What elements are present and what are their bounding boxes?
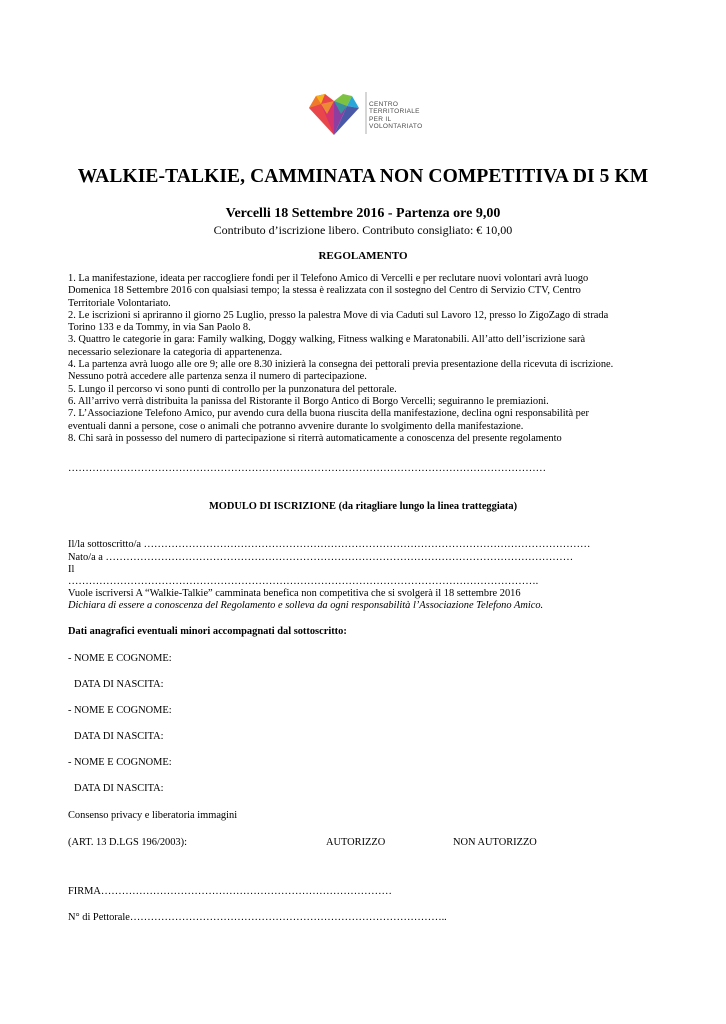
document-title: WALKIE-TALKIE, CAMMINATA NON COMPETITIVA DI 5 KM [77, 166, 649, 187]
sottoscritto-field[interactable]: Il/la sottoscritto/a ………………………………………………………………………………………………………………… [68, 539, 591, 550]
rule-line: 4. La partenza avrà luogo alle ore 9; alle ore 8.30 inizierà la consegna dei pettorali previa presentazione della ricevuta di iscrizione. [68, 359, 614, 371]
cut-line: ………………………………………………………………………………………………………………………… [68, 463, 546, 474]
rule-line: 2. Le iscrizioni si apriranno il giorno 25 Luglio, presso la palestra Move di via Caduti sul Lavoro 12, presso lo ZigoZago di strada [68, 309, 609, 321]
minore-2-nome-field[interactable]: - NOME E COGNOME: [68, 705, 172, 716]
logo-text [369, 101, 422, 131]
rule-line: Nessuno potrà accedere alle partenza senza il numero di partecipazione. [68, 371, 367, 383]
il-label: Il [68, 564, 75, 575]
rule-line: Torino 133 e da Tommy, in via San Paolo 8. [68, 322, 251, 334]
non-autorizzo-option[interactable]: NON AUTORIZZO [453, 837, 537, 848]
minore-2-data-field[interactable]: DATA DI NASCITA: [74, 731, 164, 742]
rule-line: Domenica 18 Settembre 2016 con qualsiasi tempo; la stessa è realizzata con il sostegno del Centro di Servizio CTV, Centro [68, 285, 581, 297]
regolamento-heading: REGOLAMENTO [318, 250, 408, 262]
logo-line: PER IL [369, 115, 392, 123]
rule-line: 6. All’arrivo verrà distribuita la panissa del Ristorante il Borgo Antico di Borgo Vercelli; seguiranno le premiazioni. [68, 395, 549, 407]
rule-line: 7. L’Associazione Telefono Amico, pur avendo cura della buona riuscita della manifestazione, declina ogni responsabilità per [68, 408, 589, 420]
rule-line: eventuali danni a persone, cose o animali che potranno avvenire durante lo svolgimento della manifestazione. [68, 420, 524, 432]
minore-1-nome-field[interactable]: - NOME E COGNOME: [68, 653, 172, 664]
rule-line: 8. Chi sarà in possesso del numero di partecipazione si riterrà automaticamente a conoscenza del presente regolamento [68, 432, 562, 444]
autorizzo-option[interactable]: AUTORIZZO [326, 837, 386, 848]
vuole-iscriversi-text: Vuole iscriversi A “Walkie-Talkie” camminata benefica non competitiva che si svolgerà il 18 settembre 2016 [68, 588, 521, 599]
minore-3-data-field[interactable]: DATA DI NASCITA: [74, 783, 164, 794]
dichiarazione-text: Dichiara di essere a conoscenza del Regolamento e solleva da ogni responsabilità l’Associazione Telefono Amico. [68, 600, 544, 611]
nato-field[interactable]: Nato/a a ……………………………………………………………………………………………………………………… [68, 552, 574, 563]
event-subtitle: Vercelli 18 Settembre 2016 - Partenza ore 9,00 [225, 206, 501, 221]
logo-line: VOLONTARIATO [369, 123, 423, 131]
minore-1-data-field[interactable]: DATA DI NASCITA: [74, 679, 164, 690]
regolamento-text [68, 273, 658, 445]
logo-line: CENTRO [369, 101, 399, 108]
contribution-note: Contributo d’iscrizione libero. Contributo consigliato: € 10,00 [213, 223, 513, 237]
rule-line: necessario selezionare la categoria di appartenenza. [68, 346, 283, 358]
rule-line: 5. Lungo il percorso vi sono punti di controllo per la punzonatura del pettorale. [68, 383, 397, 395]
consenso-label: Consenso privacy e liberatoria immagini [68, 810, 238, 821]
modulo-heading: MODULO DI ISCRIZIONE (da ritagliare lungo la linea tratteggiata) [208, 501, 518, 512]
il-date-field[interactable]: ………………………………………………………………………………………………………………………. [68, 576, 539, 587]
rule-line: 3. Quattro le categorie in gara: Family walking, Doggy walking, Fitness walking e Maratonabili. All’atto dell’iscrizione sarà [68, 334, 586, 346]
minori-heading: Dati anagrafici eventuali minori accompagnati dal sottoscritto: [68, 626, 347, 637]
pettorale-field[interactable]: N° di Pettorale……………………………………………………………………………….. [68, 912, 447, 923]
rule-line: Territoriale Volontariato. [68, 297, 171, 309]
firma-field[interactable]: FIRMA………………………………………………………………………… [68, 886, 392, 897]
rule-line: 1. La manifestazione, ideata per raccogliere fondi per il Telefono Amico di Vercelli e per reclutare nuovi volontari avrà luogo [68, 273, 589, 284]
logo-line: TERRITORIALE [369, 108, 420, 116]
minore-3-nome-field[interactable]: - NOME E COGNOME: [68, 757, 172, 768]
art-label: (ART. 13 D.LGS 196/2003): [68, 837, 187, 848]
